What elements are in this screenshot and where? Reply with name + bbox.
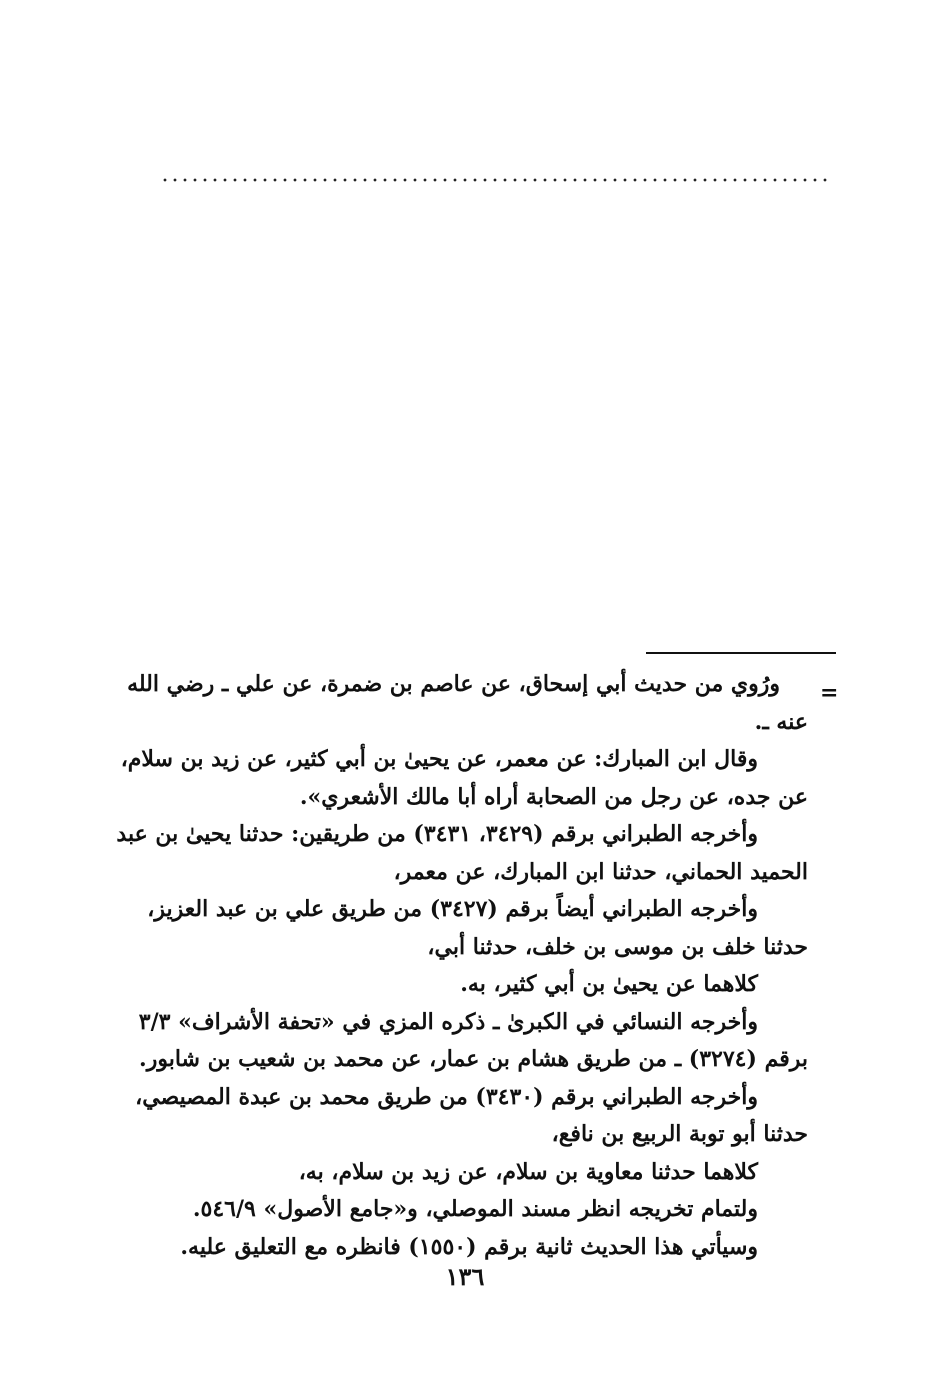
footnote-continuation-marker: = — [820, 680, 839, 706]
dotted-separator — [160, 178, 830, 182]
page-number: ١٣٦ — [445, 1262, 485, 1291]
footnote-paragraph: كلاهما عن يحيىٰ بن أبي كثير، به. — [460, 971, 758, 997]
footnote-paragraph: وقال ابن المبارك: عن معمر، عن يحيىٰ بن أبي كثير، عن زيد بن سلام، عن جده، عن رجل من الصحابة أراه أبا مالك الأشعري». — [120, 746, 808, 810]
footnote-paragraph: كلاهما حدثنا معاوية بن سلام، عن زيد بن سلام، به، — [298, 1158, 758, 1185]
footnote-paragraph: وسيأتي هذا الحديث ثانية برقم (١٥٥٠) فانظره مع التعليق عليه. — [180, 1233, 758, 1260]
footnote-paragraph: وأخرجه الطبراني برقم (٣٤٢٩، ٣٤٣١) من طريقين: حدثنا يحيىٰ بن عبد الحميد الحماني، حدثنا ابن المبارك، عن معمر، — [116, 821, 808, 885]
footnote-text — [100, 666, 808, 1266]
footnote-paragraph: ورُوي من حديث أبي إسحاق، عن عاصم بن ضمرة، عن علي ـ رضي الله عنه ـ. — [127, 671, 808, 735]
footnote-paragraph: ولتمام تخريجه انظر مسند الموصلي، و«جامع الأصول» ٥٤٦/٩. — [192, 1196, 758, 1222]
footnote-paragraph: وأخرجه النسائي في الكبرىٰ ـ ذكره المزي في «تحفة الأشراف» ٣/٣ برقم (٣٢٧٤) ـ من طريق هشام بن عمار، عن محمد بن شعيب بن شابور. — [138, 1008, 808, 1072]
footnote-paragraph: وأخرجه الطبراني برقم (٣٤٣٠) من طريق محمد بن عبدة المصيصي، حدثنا أبو توبة الربيع بن نافع، — [135, 1083, 808, 1147]
footnote-rule — [646, 652, 836, 654]
footnote-paragraph: وأخرجه الطبراني أيضاً برقم (٣٤٢٧) من طريق علي بن عبد العزيز، حدثنا خلف بن موسى بن خلف، حدثنا أبي، — [147, 896, 808, 960]
